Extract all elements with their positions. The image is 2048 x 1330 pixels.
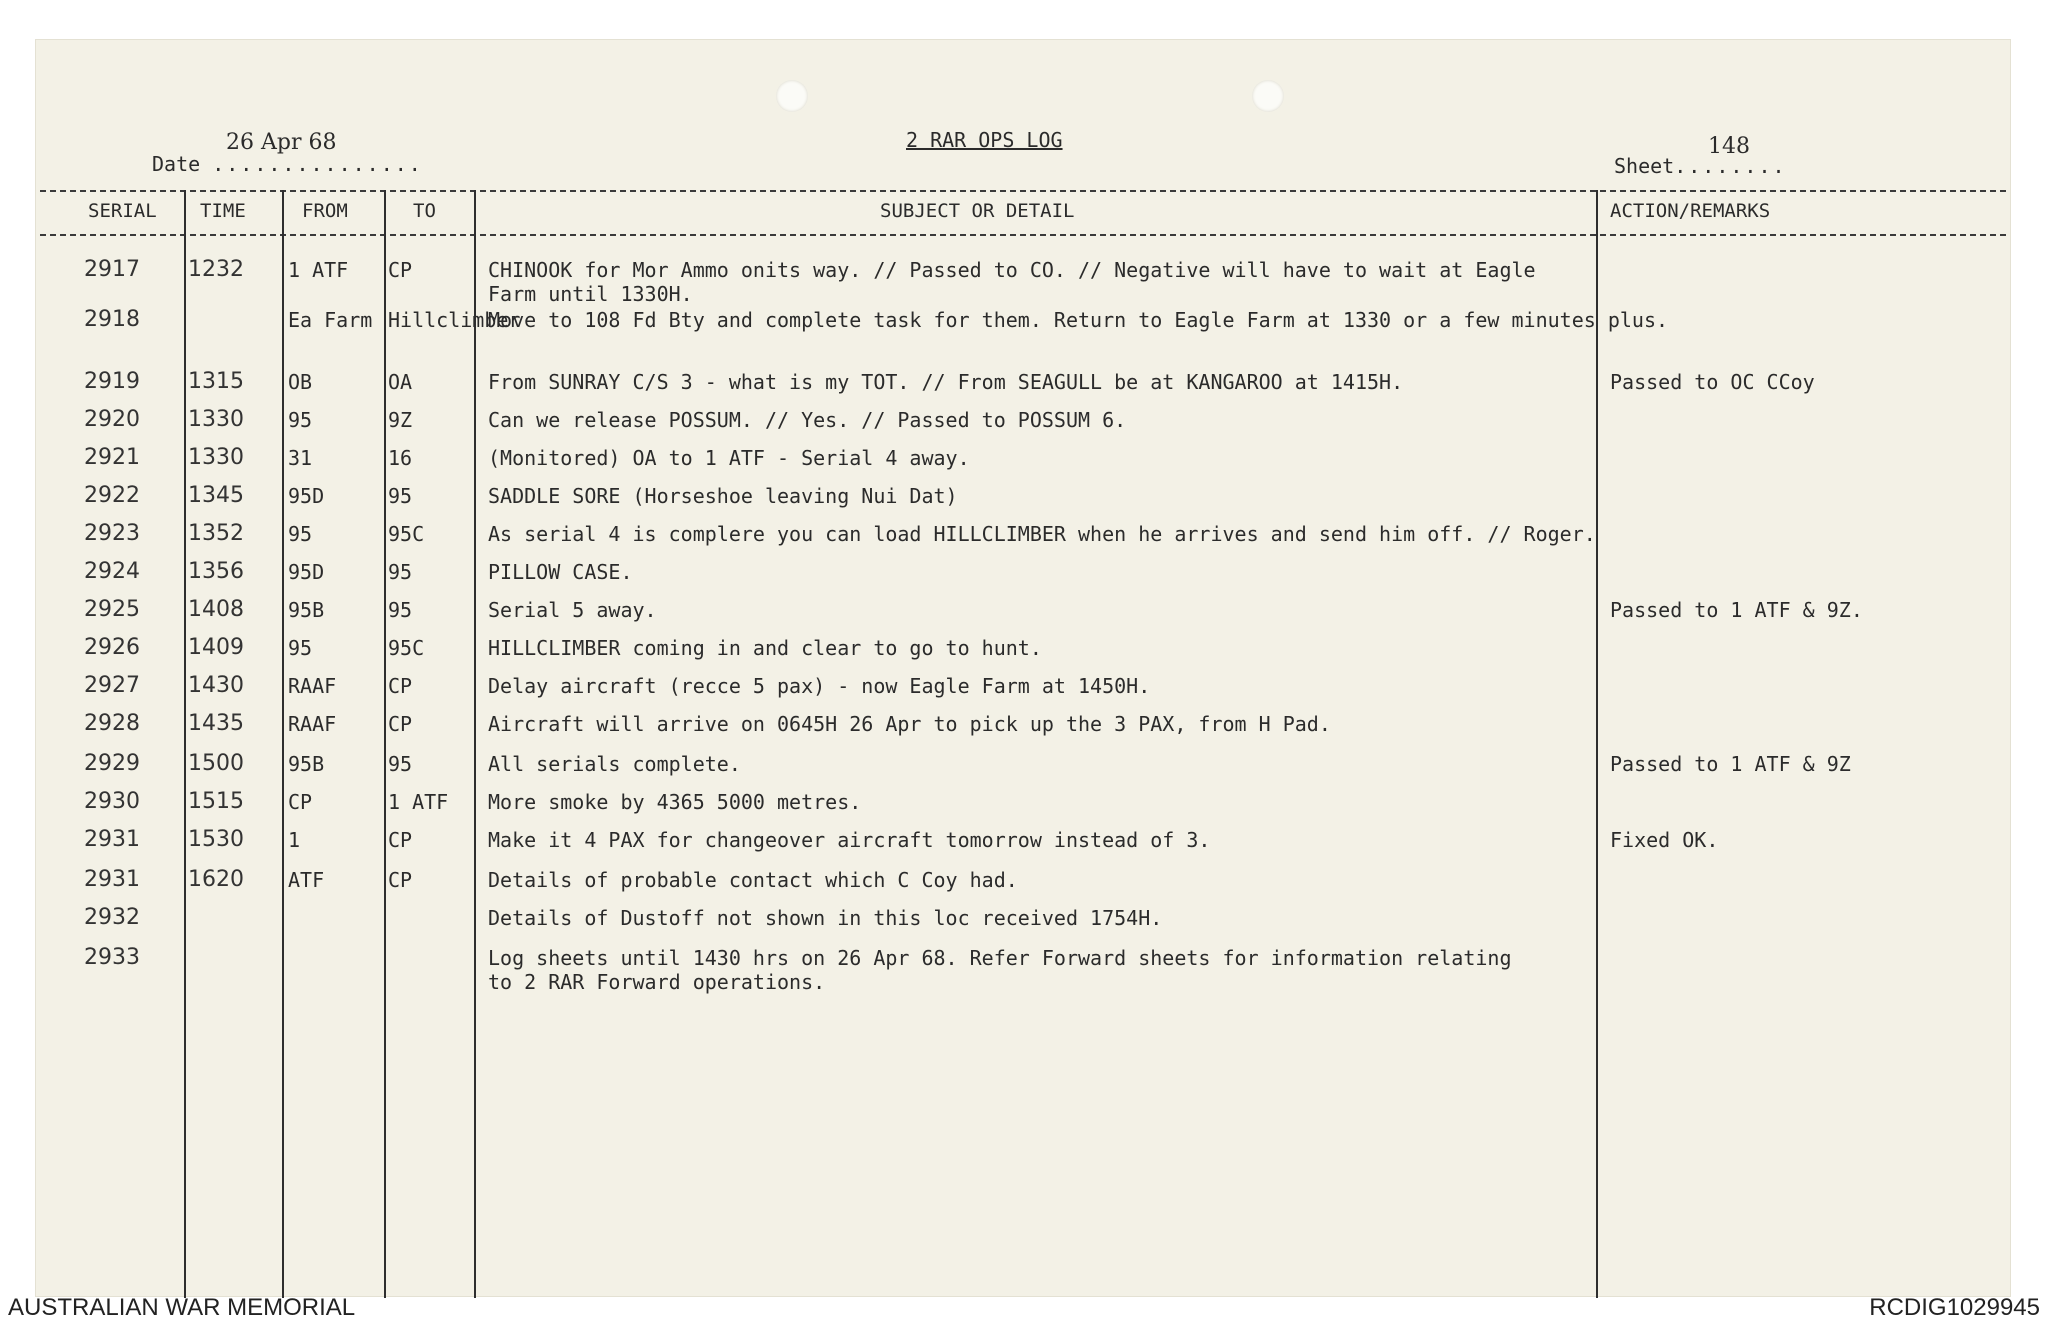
cell-serial: 2931 — [84, 867, 140, 892]
cell-detail: More smoke by 4365 5000 metres. — [488, 790, 862, 814]
cell-from: 95D — [288, 560, 325, 584]
cell-time: 1330 — [188, 407, 244, 432]
sheet-label: Sheet — [1614, 154, 1675, 178]
cell-to: CP — [388, 674, 413, 698]
cell-time: 1408 — [188, 597, 244, 622]
cell-time: 1515 — [188, 789, 244, 814]
cell-from: 95 — [288, 408, 313, 432]
cell-serial: 2925 — [84, 597, 140, 622]
cell-to: 16 — [388, 446, 413, 470]
cell-detail: Move to 108 Fd Bty and complete task for them. Return to Eagle Farm at 1330 or a few minutes plus. — [488, 308, 1669, 332]
header-top-rule — [40, 190, 2006, 192]
cell-to: 95 — [388, 484, 413, 508]
col-remarks: ACTION/REMARKS — [1610, 200, 1771, 222]
cell-time: 1330 — [188, 445, 244, 470]
cell-from: 95B — [288, 598, 325, 622]
cell-detail: Delay aircraft (recce 5 pax) - now Eagle Farm at 1450H. — [488, 674, 1151, 698]
cell-time: 1620 — [188, 867, 244, 892]
cell-detail-continued: to 2 RAR Forward operations. — [488, 970, 826, 994]
cell-serial: 2919 — [84, 369, 140, 394]
sheet-field — [1614, 154, 1787, 178]
footer-right: RCDIG1029945 — [1869, 1294, 2040, 1321]
cell-detail: As serial 4 is complere you can load HILLCLIMBER when he arrives and send him off. // Roger. — [488, 522, 1596, 546]
date-dots: ............... — [212, 152, 423, 176]
cell-detail: CHINOOK for Mor Ammo onits way. // Passed to CO. // Negative will have to wait at Eagle — [488, 258, 1536, 282]
cell-from: RAAF — [288, 674, 337, 698]
col-to: TO — [413, 200, 436, 222]
sheet-dots: ........ — [1674, 154, 1787, 178]
footer-left: AUSTRALIAN WAR MEMORIAL — [8, 1294, 356, 1321]
log-title: 2 RAR OPS LOG — [906, 128, 1063, 152]
cell-detail: HILLCLIMBER coming in and clear to go to hunt. — [488, 636, 1042, 660]
cell-to: CP — [388, 828, 413, 852]
cell-to: CP — [388, 258, 413, 282]
col-from: FROM — [302, 200, 348, 222]
cell-detail: Details of Dustoff not shown in this loc received 1754H. — [488, 906, 1163, 930]
cell-remarks: Fixed OK. — [1610, 828, 1719, 852]
cell-detail: Details of probable contact which C Coy had. — [488, 868, 1018, 892]
cell-serial: 2926 — [84, 635, 140, 660]
cell-serial: 2931 — [84, 827, 140, 852]
cell-from: 95D — [288, 484, 325, 508]
header-bottom-rule — [40, 234, 2006, 236]
cell-time: 1352 — [188, 521, 244, 546]
cell-time: 1430 — [188, 673, 244, 698]
cell-remarks: Passed to 1 ATF & 9Z — [1610, 752, 1851, 776]
cell-to: 95 — [388, 752, 413, 776]
log-sheet — [36, 40, 2010, 1296]
cell-from: CP — [288, 790, 313, 814]
cell-to: Hillclimber — [388, 308, 521, 332]
column-divider — [282, 190, 284, 1298]
cell-detail: Make it 4 PAX for changeover aircraft tomorrow instead of 3. — [488, 828, 1211, 852]
date-label: Date — [152, 152, 201, 176]
cell-serial: 2923 — [84, 521, 140, 546]
cell-from: ATF — [288, 868, 325, 892]
col-subject: SUBJECT OR DETAIL — [880, 200, 1075, 222]
cell-to: OA — [388, 370, 413, 394]
column-divider — [384, 190, 386, 1298]
cell-to: 1 ATF — [388, 790, 449, 814]
column-divider — [474, 190, 476, 1298]
column-divider — [1596, 190, 1598, 1298]
cell-time: 1345 — [188, 483, 244, 508]
cell-from: Ea Farm — [288, 308, 373, 332]
cell-detail-continued: Farm until 1330H. — [488, 282, 693, 306]
cell-remarks: Passed to OC CCoy — [1610, 370, 1815, 394]
cell-serial: 2924 — [84, 559, 140, 584]
cell-to: 95 — [388, 560, 413, 584]
punch-hole — [1252, 80, 1284, 112]
cell-detail: Serial 5 away. — [488, 598, 657, 622]
cell-from: OB — [288, 370, 313, 394]
cell-time: 1232 — [188, 257, 244, 282]
cell-detail: From SUNRAY C/S 3 - what is my TOT. // From SEAGULL be at KANGAROO at 1415H. — [488, 370, 1404, 394]
cell-serial: 2928 — [84, 711, 140, 736]
cell-to: CP — [388, 868, 413, 892]
cell-serial: 2922 — [84, 483, 140, 508]
cell-to: 95C — [388, 522, 425, 546]
cell-from: 1 — [288, 828, 301, 852]
cell-from: 95B — [288, 752, 325, 776]
cell-serial: 2932 — [84, 905, 140, 930]
sheet-value: 148 — [1708, 134, 1750, 159]
col-time: TIME — [200, 200, 246, 222]
cell-from: RAAF — [288, 712, 337, 736]
cell-time: 1435 — [188, 711, 244, 736]
cell-from: 31 — [288, 446, 313, 470]
cell-from: 1 ATF — [288, 258, 349, 282]
cell-to: 95 — [388, 598, 413, 622]
cell-detail: (Monitored) OA to 1 ATF - Serial 4 away. — [488, 446, 970, 470]
cell-detail: Can we release POSSUM. // Yes. // Passed to POSSUM 6. — [488, 408, 1127, 432]
cell-serial: 2929 — [84, 751, 140, 776]
cell-detail: Aircraft will arrive on 0645H 26 Apr to pick up the 3 PAX, from H Pad. — [488, 712, 1331, 736]
cell-time: 1500 — [188, 751, 244, 776]
date-value: 26 Apr 68 — [226, 130, 337, 155]
cell-time: 1409 — [188, 635, 244, 660]
cell-serial: 2927 — [84, 673, 140, 698]
cell-detail: All serials complete. — [488, 752, 741, 776]
cell-to: CP — [388, 712, 413, 736]
cell-serial: 2933 — [84, 945, 140, 970]
cell-detail: SADDLE SORE (Horseshoe leaving Nui Dat) — [488, 484, 958, 508]
punch-hole — [776, 80, 808, 112]
cell-time: 1315 — [188, 369, 244, 394]
cell-detail: Log sheets until 1430 hrs on 26 Apr 68. Refer Forward sheets for information relating — [488, 946, 1512, 970]
cell-to: 9Z — [388, 408, 413, 432]
cell-time: 1530 — [188, 827, 244, 852]
cell-to: 95C — [388, 636, 425, 660]
date-field — [152, 152, 423, 176]
cell-remarks: Passed to 1 ATF & 9Z. — [1610, 598, 1863, 622]
cell-serial: 2921 — [84, 445, 140, 470]
cell-from: 95 — [288, 522, 313, 546]
column-divider — [184, 190, 186, 1298]
cell-time: 1356 — [188, 559, 244, 584]
cell-serial: 2917 — [84, 257, 140, 282]
cell-serial: 2920 — [84, 407, 140, 432]
cell-serial: 2918 — [84, 307, 140, 332]
cell-from: 95 — [288, 636, 313, 660]
cell-serial: 2930 — [84, 789, 140, 814]
cell-detail: PILLOW CASE. — [488, 560, 633, 584]
col-serial: SERIAL — [88, 200, 157, 222]
